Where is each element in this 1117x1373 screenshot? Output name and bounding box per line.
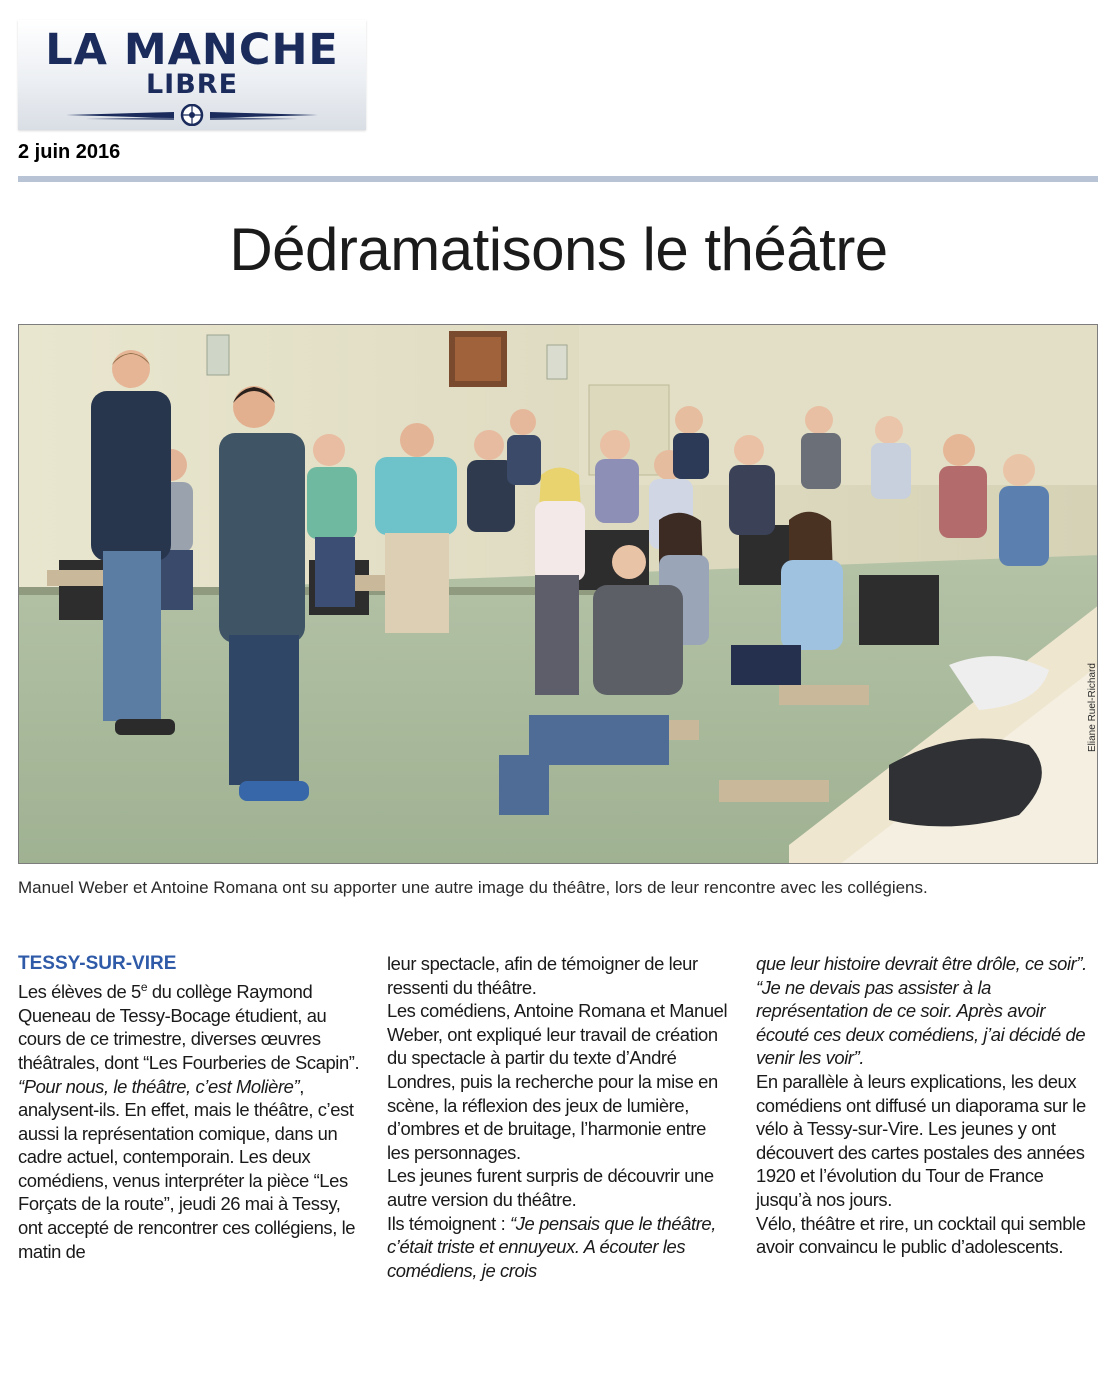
article-paragraph	[756, 952, 1101, 1070]
publication-date: 2 juin 2016	[18, 141, 121, 163]
article-location: TESSY-SUR-VIRE	[18, 953, 177, 974]
text-run: Ils témoignent :	[387, 1212, 511, 1234]
newspaper-logo	[18, 20, 366, 130]
text-run: Les élèves de 5	[18, 981, 141, 1003]
article-paragraph	[18, 1075, 363, 1264]
superscript: e	[140, 980, 148, 994]
photo-caption: Manuel Weber et Antoine Romana ont su apporter une autre image du théâtre, lors de leur rencontre avec les collégiens.	[18, 878, 928, 897]
quote: “Je pensais que le théâtre, c’était triste et ennuyeux. A écouter les comédiens, je crois	[387, 1212, 716, 1281]
header-divider	[18, 176, 1098, 182]
photo-credit: Eliane Ruel-Richard	[1087, 663, 1098, 752]
article-column-1	[18, 952, 363, 1263]
winged-wheel-emblem	[66, 104, 318, 126]
quote: que leur histoire devrait être drôle, ce soir”. “Je ne devais pas assister à la représentation de ce soir. Après avoir écouté ces deux comédiens, j’ai décidé de venir les voir”.	[756, 953, 1087, 1069]
article-paragraph: leur spectacle, afin de témoigner de leur ressenti du théâtre.	[387, 953, 698, 998]
article-paragraph: En parallèle à leurs explications, les deux comédiens ont diffusé un diaporama sur le vélo à Tessy-sur-Vire. Les jeunes y ont découvert des cartes postales des années 1920 et l’évolution du Tour de France jusqu’à nos jours.	[756, 1070, 1086, 1210]
article-paragraph: Les comédiens, Antoine Romana et Manuel Weber, ont expliqué leur travail de création du spectacle à partir du texte d’André Londres, puis la recherche pour la mise en scène, la réflexion des jeux de lumière, d’ombres et de bruitage, l’harmonie entre les personnages.	[387, 1000, 728, 1163]
logo-title-top: LA MANCHE	[45, 25, 339, 75]
article-column-3	[756, 952, 1101, 1259]
article-paragraph: Vélo, théâtre et rire, un cocktail qui semble avoir convaincu le public d’adolescents.	[756, 1212, 1086, 1258]
logo-title-bottom: LIBRE	[145, 69, 239, 100]
article-headline: Dédramatisons le théâtre	[229, 216, 888, 283]
article-paragraph: Les jeunes furent surpris de découvrir une autre version du théâtre.	[387, 1165, 714, 1210]
quote: “Pour nous, le théâtre, c’est Molière”	[18, 1075, 300, 1097]
article-paragraph	[18, 976, 363, 1075]
article-paragraph	[387, 1212, 732, 1283]
article-column-2	[387, 952, 732, 1282]
text-run: du collège Raymond Queneau de Tessy-Bocage étudient, au cours de ce trimestre, diverses œuvres théâtrales, dont “Les Fourberies de Scapin”.	[18, 981, 360, 1073]
classroom-scene-illustration	[19, 325, 1098, 864]
article-photo	[18, 324, 1098, 864]
text-run: , analysent-ils. En effet, mais le théâtre, c’est aussi la représentation comique, dans un cadre actuel, contemporain. Les deux comédiens, venus interpréter la pièce “Les Forçats de la route”, jeudi 26 mai à Tessy, ont accepté de rencontrer ces collégiens, le matin de	[18, 1075, 356, 1262]
